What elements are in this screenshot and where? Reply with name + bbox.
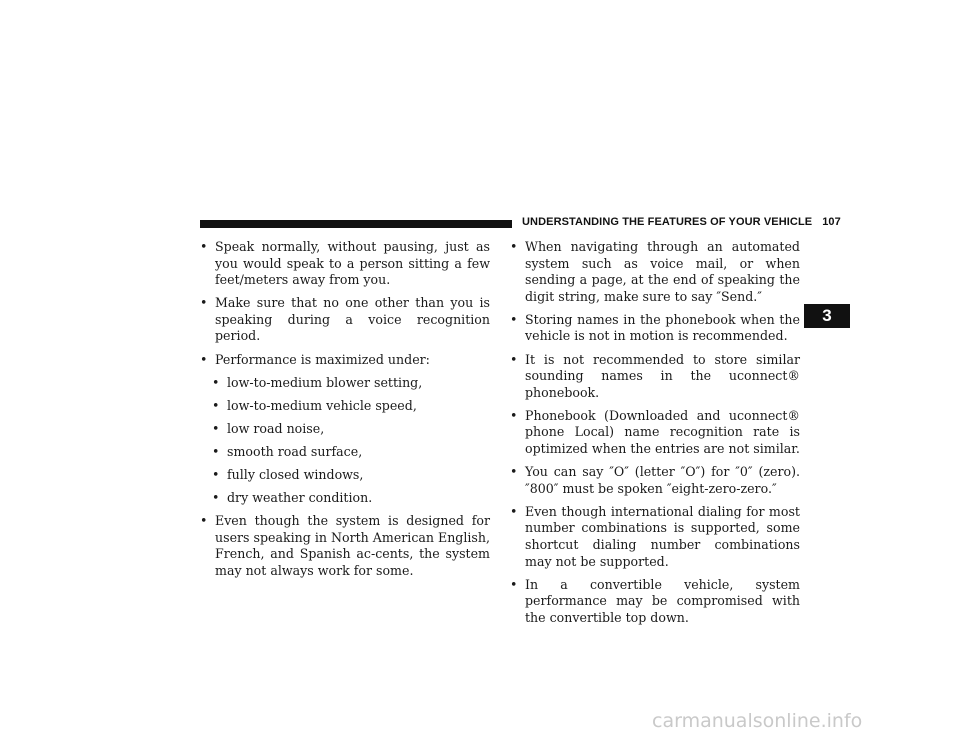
bullet-icon: • bbox=[212, 490, 220, 506]
sub-list-item bbox=[198, 421, 490, 438]
list-item bbox=[508, 408, 800, 458]
list-item-text: dry weather condition. bbox=[227, 490, 373, 506]
page-number: 107 bbox=[822, 216, 841, 228]
list-item-text: Make sure that no one other than you is speaking during a voice recognition period. bbox=[215, 295, 490, 344]
list-item bbox=[508, 312, 800, 345]
list-item-text: In a convertible vehicle, system performance may be compromised with the convertible top down. bbox=[525, 576, 800, 625]
bullet-icon: • bbox=[212, 397, 220, 413]
list-item-text: low-to-medium vehicle speed, bbox=[227, 397, 417, 413]
bullet-icon: • bbox=[200, 351, 208, 367]
bullet-icon: • bbox=[510, 464, 518, 480]
list-item bbox=[508, 352, 800, 402]
bullet-icon: • bbox=[212, 443, 220, 459]
list-item-text: You can say ″O″ (letter ″O″) for ″0″ (zero). ″800″ must be spoken ″eight-zero-zero.″ bbox=[525, 464, 800, 496]
list-item bbox=[508, 464, 800, 497]
watermark: carmanualsonline.info bbox=[652, 710, 863, 732]
bullet-icon: • bbox=[510, 239, 518, 254]
header-rule bbox=[200, 220, 512, 228]
list-item-text: Phonebook (Downloaded and uconnect® phone Local) name recognition rate is optimized when the entries are not similar. bbox=[525, 407, 800, 457]
list-item-text: Even though the system is designed for users speaking in North American English, French, and Spanish ac-cents, the system may not always work for some. bbox=[215, 513, 490, 578]
bullet-icon: • bbox=[510, 576, 518, 592]
sub-list-item bbox=[198, 375, 490, 392]
sub-list-item bbox=[198, 490, 490, 507]
bullet-icon: • bbox=[510, 503, 518, 519]
bullet-icon: • bbox=[200, 239, 208, 254]
chapter-tab[interactable]: 3 bbox=[804, 304, 850, 328]
list-item-text: low-to-medium blower setting, bbox=[227, 374, 423, 390]
sub-list-item bbox=[198, 444, 490, 461]
sub-list-item bbox=[198, 467, 490, 484]
list-item-text: fully closed windows, bbox=[227, 467, 364, 483]
list-item-text: Performance is maximized under: bbox=[215, 351, 430, 367]
bullet-icon: • bbox=[510, 311, 518, 327]
list-item-text: smooth road surface, bbox=[227, 443, 363, 459]
list-item-text: When navigating through an automated system such as voice mail, or when sending a page, at the end of speaking the digit string, make sure to say ″Send.″ bbox=[525, 239, 800, 304]
list-item bbox=[198, 295, 490, 345]
list-item-text: It is not recommended to store similar sounding names in the uconnect® phonebook. bbox=[525, 351, 800, 400]
bullet-icon: • bbox=[212, 374, 220, 390]
right-column bbox=[508, 239, 800, 633]
list-item bbox=[198, 352, 490, 369]
list-item bbox=[508, 577, 800, 627]
bullet-icon: • bbox=[200, 513, 208, 529]
list-item bbox=[508, 239, 800, 305]
list-item bbox=[508, 504, 800, 570]
bullet-icon: • bbox=[510, 351, 518, 367]
sub-list-item bbox=[198, 398, 490, 415]
running-header bbox=[522, 216, 841, 228]
bullet-icon: • bbox=[200, 295, 208, 311]
header-title: UNDERSTANDING THE FEATURES OF YOUR VEHICLE bbox=[522, 216, 813, 228]
bullet-icon: • bbox=[212, 467, 220, 483]
bullet-icon: • bbox=[510, 407, 518, 423]
left-column bbox=[198, 239, 490, 586]
list-item bbox=[198, 239, 490, 289]
list-item-text: Storing names in the phonebook when the vehicle is not in motion is recommended. bbox=[525, 311, 800, 344]
list-item-text: low road noise, bbox=[227, 420, 325, 436]
bullet-icon: • bbox=[212, 420, 220, 436]
list-item-text: Even though international dialing for most number combinations is supported, some shortcut dialing number combinations may not be supported. bbox=[525, 503, 800, 569]
list-item-text: Speak normally, without pausing, just as you would speak to a person sitting a few feet/meters away from you. bbox=[215, 239, 490, 288]
list-item bbox=[198, 513, 490, 579]
